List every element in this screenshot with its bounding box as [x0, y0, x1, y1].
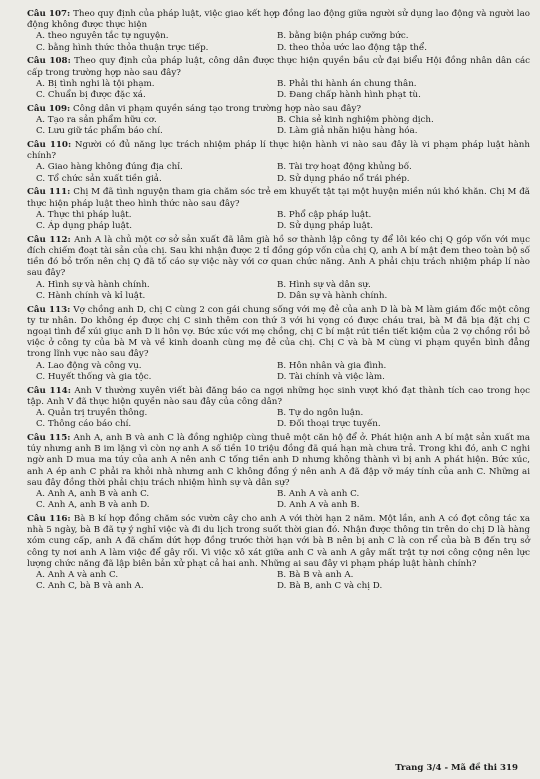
- option-b[interactable]: B. Phổ cập pháp luật.: [277, 209, 372, 220]
- option-a[interactable]: A. Giao hàng không đúng địa chỉ.: [36, 162, 183, 173]
- question-number: Câu 112:: [27, 234, 71, 245]
- question-number: Câu 111:: [27, 187, 71, 198]
- answer-options: [27, 79, 530, 101]
- option-c[interactable]: C. Áp dụng pháp luật.: [36, 221, 132, 232]
- answer-options: [27, 361, 530, 383]
- question-text: Người có đủ năng lực trách nhiệm pháp lí thực hiện hành vi nào sau đây là vi phạm pháp luật hành chính?: [27, 140, 530, 162]
- question-list: [27, 9, 530, 593]
- answer-options: [27, 408, 530, 430]
- question-number: Câu 116:: [27, 514, 71, 525]
- question-stem: [27, 140, 530, 162]
- option-d[interactable]: D. Tài chính và việc làm.: [277, 371, 385, 382]
- option-d[interactable]: D. Dân sự và hành chính.: [277, 290, 388, 301]
- option-b[interactable]: B. Phải thi hành án chung thân.: [277, 78, 417, 89]
- question-text: Anh A là chủ một cơ sở sản xuất đã lâm già hồ sơ thành lập công ty để lôi kéo chị Q góp vốn với mục đích chiếm đoạt tài sản của chị. Sau khi nhận được 2 tỉ đồng góp vốn của chị Q, anh A bí mật đem theo toàn bộ số tiền đó bỏ trốn nên chị Q đã tố cáo sự việc này với cơ quan chức năng. Anh A phải chịu trách nhiệm pháp lí nào sau đây?: [27, 234, 531, 279]
- option-b[interactable]: B. Tự do ngôn luận.: [277, 408, 364, 419]
- question-text: Theo quy định của pháp luật, việc giao kết hợp đồng lao động giữa người sử dụng lao động và người lao động không được thực hiện: [27, 9, 530, 31]
- answer-options: [27, 162, 530, 184]
- option-d[interactable]: D. Sử dụng pháo nổ trái phép.: [277, 173, 410, 184]
- question-stem: [27, 104, 530, 115]
- question-stem: [27, 9, 530, 31]
- question-number: Câu 110:: [27, 140, 72, 151]
- question: [27, 140, 530, 185]
- question-stem: [27, 56, 530, 78]
- option-c[interactable]: C. Hành chính và kỉ luật.: [36, 290, 146, 301]
- option-b[interactable]: B. Bà B và anh A.: [277, 570, 354, 581]
- answer-options: [27, 570, 530, 592]
- option-b[interactable]: B. Anh A và anh C.: [277, 489, 360, 500]
- question-stem: [27, 235, 530, 280]
- question-stem: [27, 386, 530, 408]
- option-b[interactable]: B. Hình sự và dân sự.: [277, 279, 371, 290]
- option-a[interactable]: A. Quản trị truyền thông.: [36, 408, 148, 419]
- option-d[interactable]: D. Sử dụng pháp luật.: [277, 221, 374, 232]
- answer-options: [27, 210, 530, 232]
- question-stem: [27, 514, 530, 570]
- option-d[interactable]: D. Làm giả nhãn hiệu hàng hóa.: [277, 126, 418, 137]
- question-number: Câu 115:: [27, 433, 71, 444]
- option-a[interactable]: A. theo nguyên tắc tự nguyện.: [36, 31, 169, 42]
- option-c[interactable]: C. Anh A, anh B và anh D.: [36, 500, 150, 511]
- option-c[interactable]: C. Lưu giữ tác phẩm báo chí.: [36, 126, 163, 137]
- question-text: Theo quy định của pháp luật, công dân được thực hiện quyền bầu cử đại biểu Hội đồng nhân dân các cấp trong trường hợp nào sau đây?: [27, 56, 530, 78]
- question: [27, 514, 530, 592]
- option-d[interactable]: D. Đối thoại trực tuyến.: [277, 419, 381, 430]
- question-text: Công dân vi phạm quyền sáng tạo trong trường hợp nào sau đây?: [73, 103, 362, 114]
- question-number: Câu 108:: [27, 56, 71, 67]
- answer-options: [27, 115, 530, 137]
- option-a[interactable]: A. Anh A và anh C.: [36, 570, 119, 581]
- option-a[interactable]: A. Tạo ra sản phẩm hữu cơ.: [36, 115, 157, 126]
- option-b[interactable]: B. bằng biện pháp cưỡng bức.: [277, 31, 409, 42]
- option-d[interactable]: D. Bà B, anh C và chị D.: [277, 581, 383, 592]
- page-footer: Trang 3/4 - Mã đề thi 319: [395, 762, 518, 773]
- question: [27, 9, 530, 54]
- question-number: Câu 109:: [27, 103, 71, 114]
- option-a[interactable]: A. Thực thi pháp luật.: [36, 209, 132, 220]
- question-number: Câu 113:: [27, 304, 71, 315]
- question-number: Câu 107:: [27, 9, 71, 19]
- option-d[interactable]: D. theo thỏa ước lao động tập thể.: [277, 42, 427, 53]
- question-stem: [27, 305, 530, 361]
- option-c[interactable]: C. Tổ chức sản xuất tiền giả.: [36, 173, 162, 184]
- option-d[interactable]: D. Anh A và anh B.: [277, 500, 360, 511]
- option-a[interactable]: A. Lao động và công vụ.: [36, 360, 142, 371]
- question: [27, 305, 530, 383]
- option-d[interactable]: D. Đang chấp hành hình phạt tù.: [277, 90, 421, 101]
- question: [27, 104, 530, 138]
- question-text: Vợ chồng anh D, chị C cùng 2 con gái chung sống với mẹ đẻ của anh D là bà M làm giám đốc một công ty tư nhân. Do không ép được chị C sinh thêm con thứ 3 với hi vọng có được cháu trai, bà M đã bịa đặt chị C ngoại tình để xúi giục anh D li hôn vợ. Bức xúc với mẹ chồng, chị C bí mật rút tiền tiết kiệm của 2 vợ chồng rồi bỏ việc ở công ty của bà M và về kinh doanh cùng mẹ đẻ của chị. Chị C và bà M cùng vi phạm quyền bình đẳng trong lĩnh vực nào sau đây?: [27, 304, 530, 360]
- option-b[interactable]: B. Chia sẻ kinh nghiệm phòng dịch.: [277, 115, 434, 126]
- answer-options: [27, 280, 530, 302]
- question-text: Anh V thường xuyên viết bài đăng báo ca ngợi những học sinh vượt khó đạt thành tích cao trong học tập. Anh V đã thực hiện quyền nào sau đây của công dân?: [27, 385, 530, 407]
- question-stem: [27, 433, 530, 489]
- option-b[interactable]: B. Tài trợ hoạt động khủng bố.: [277, 162, 412, 173]
- question: [27, 187, 530, 232]
- question-number: Câu 114:: [27, 385, 71, 396]
- question: [27, 56, 530, 101]
- answer-options: [27, 489, 530, 511]
- question: [27, 386, 530, 431]
- question: [27, 235, 530, 302]
- option-a[interactable]: A. Bị tình nghi là tội phạm.: [36, 78, 155, 89]
- option-c[interactable]: C. Anh C, bà B và anh A.: [36, 581, 144, 592]
- option-c[interactable]: C. Chuẩn bị được đặc xá.: [36, 90, 146, 101]
- question-text: Anh A, anh B và anh C là đồng nghiệp cùng thuê một căn hộ để ở. Phát hiện anh A bí mật sản xuất ma túy nhưng anh B im lặng vì còn nợ anh A số tiền 10 triệu đồng đã quá hạn mà chưa trả. Trong khi đó, anh C nghi ngờ anh D mua ma túy của anh A nên anh C tống tiền anh D nhưng không thành vì bị anh A phát hiện. Bức xúc, anh A ép anh C phải ra khỏi nhà nhưng anh C không đồng ý nên anh A đã đập vỡ máy tính của anh C. Những ai sau đây đồng thời phải chịu trách nhiệm hình sự và dân sự?: [27, 433, 530, 488]
- option-c[interactable]: C. bằng hình thức thỏa thuận trực tiếp.: [36, 42, 209, 53]
- option-c[interactable]: C. Thông cáo báo chí.: [36, 419, 132, 430]
- option-b[interactable]: B. Hôn nhân và gia đình.: [277, 360, 387, 371]
- answer-options: [27, 31, 530, 53]
- option-a[interactable]: A. Anh A, anh B và anh C.: [36, 489, 150, 500]
- option-a[interactable]: A. Hình sự và hành chính.: [36, 279, 150, 290]
- option-c[interactable]: C. Huyết thống và gia tộc.: [36, 371, 152, 382]
- question-stem: [27, 187, 530, 209]
- question-text: Bà B kí hợp đồng chăm sóc vườn cây cho anh A với thời hạn 2 năm. Một lần, anh A có đợt công tác xa nhà 5 ngày, bà B đã tự ý nghỉ việc và đi du lịch trong suốt thời gian đó. Nhận được thông tin trên do chị D là hàng xóm cung cấp, anh A đã chấm dứt hợp đồng trước thời hạn với bà B nên bị anh C là con rể của bà B đến trụ sở công ty nơi anh A làm việc để gây rối. Vì việc xô xát giữa anh C và anh A gây mất trật tự nơi công cộng nên lực lượng chức năng đã lập biên bản xử phạt cả hai anh. Những ai sau đây vi phạm pháp luật hành chính?: [27, 514, 530, 569]
- question: [27, 433, 530, 511]
- question-text: Chị M đã tình nguyện tham gia chăm sóc trẻ em khuyết tật tại một huyện miền núi khó khăn. Chị M đã thực hiện pháp luật theo hình thức nào sau đây?: [27, 187, 530, 209]
